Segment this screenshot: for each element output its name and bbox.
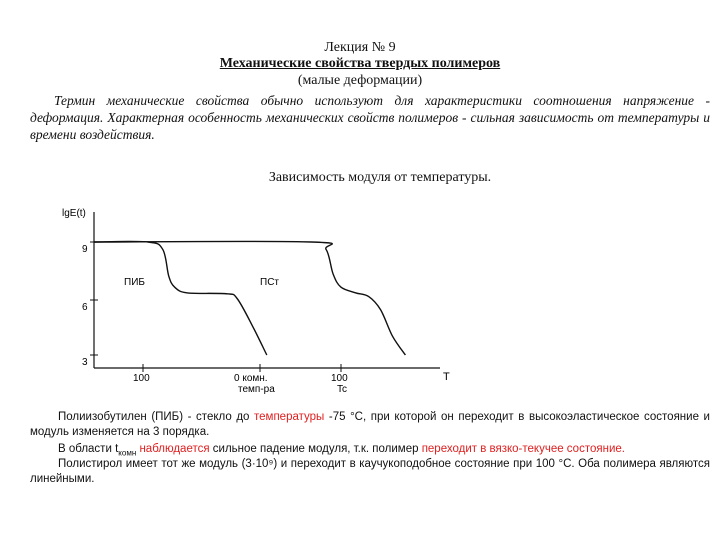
series-label-pst: ПСт [260,277,279,288]
subscript: комн [118,448,137,458]
x-tick-label: 100 [133,373,150,384]
text: Полиизобутилен (ПИБ) - стекло до [58,411,255,423]
lecture-subtitle: (малые деформации) [297,73,423,88]
text: Полистирол имеет тот же модуль (3·10⁹) и переходит в каучукоподобное состояние при 100 °C. Оба полимера являются линейными. [30,458,710,485]
y-tick-label: 3 [82,357,88,368]
x-tick-label: 0 комн. [234,373,268,384]
paragraph-pst [30,457,710,487]
curve-pib [94,241,267,355]
highlight-text: наблюдается [136,443,210,455]
intro-paragraph: Термин механические свойства обычно используют для характеристики соотношения напряжение - деформация. Характерная особенность механических свойств полимеров - сильная зависимость от температуры и времени воздействия. [30,93,710,142]
text: сильное падение модуля, т.к. полимер [209,443,422,455]
paragraph-pib [30,410,710,440]
y-tick-label: 6 [82,302,88,313]
lecture-title: Механические свойства твердых полимеров [219,56,501,71]
text: -75 °C, при которой он переходит в высокоэластическое состояние и модуль изменяется на 3 порядка. [30,411,710,438]
y-tick-label: 9 [82,244,88,255]
lecture-number: Лекция № 9 [324,40,396,55]
x-tick-label: темп-ра [238,384,275,395]
y-axis-label: lgE(t) [62,208,86,219]
highlight-text: температуры [254,411,325,423]
x-axis-label: T [443,371,450,383]
highlight-text: переходит в вязко-текучее состояние. [421,443,625,455]
curve-pst [94,241,406,355]
x-tick-label: 100 [331,373,348,384]
series-label-pib: ПИБ [124,277,145,288]
text: В области t [58,443,119,455]
graph-title: Зависимость модуля от температуры. [268,170,492,185]
x-tick-label: Tc [337,384,347,395]
chart-axes [94,212,440,368]
